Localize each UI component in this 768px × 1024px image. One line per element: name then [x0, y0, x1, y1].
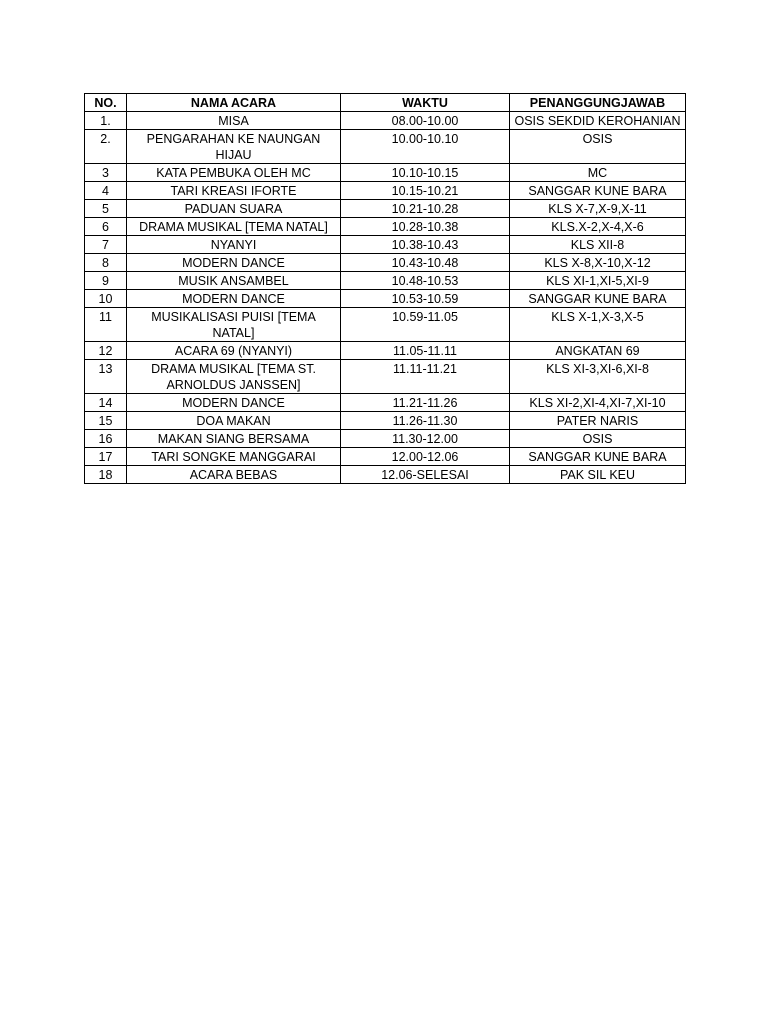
cell-penanggungjawab: OSIS — [510, 430, 686, 448]
cell-penanggungjawab: KLS X-1,X-3,X-5 — [510, 308, 686, 342]
cell-penanggungjawab: KLS.X-2,X-4,X-6 — [510, 218, 686, 236]
cell-penanggungjawab: KLS XI-3,XI-6,XI-8 — [510, 360, 686, 394]
cell-waktu: 11.11-11.21 — [341, 360, 510, 394]
table-header-row — [85, 94, 686, 112]
cell-no: 3 — [85, 164, 127, 182]
cell-nama-acara: DRAMA MUSIKAL [TEMA ST. ARNOLDUS JANSSEN] — [127, 360, 341, 394]
cell-penanggungjawab: SANGGAR KUNE BARA — [510, 448, 686, 466]
header-no: NO. — [85, 94, 127, 112]
table-row — [85, 466, 686, 484]
cell-no: 18 — [85, 466, 127, 484]
cell-nama-acara: MAKAN SIANG BERSAMA — [127, 430, 341, 448]
cell-no: 13 — [85, 360, 127, 394]
cell-nama-acara: MODERN DANCE — [127, 394, 341, 412]
cell-penanggungjawab: PATER NARIS — [510, 412, 686, 430]
cell-nama-acara: DOA MAKAN — [127, 412, 341, 430]
cell-waktu: 10.38-10.43 — [341, 236, 510, 254]
cell-penanggungjawab: ANGKATAN 69 — [510, 342, 686, 360]
cell-nama-acara: MUSIKALISASI PUISI [TEMA NATAL] — [127, 308, 341, 342]
cell-penanggungjawab: KLS XII-8 — [510, 236, 686, 254]
table-row — [85, 360, 686, 394]
cell-no: 16 — [85, 430, 127, 448]
table-body — [85, 112, 686, 484]
cell-waktu: 11.30-12.00 — [341, 430, 510, 448]
cell-nama-acara: TARI KREASI IFORTE — [127, 182, 341, 200]
table-row — [85, 218, 686, 236]
cell-no: 4 — [85, 182, 127, 200]
cell-nama-acara: TARI SONGKE MANGGARAI — [127, 448, 341, 466]
schedule-table — [84, 93, 686, 484]
cell-nama-acara: PADUAN SUARA — [127, 200, 341, 218]
cell-no: 1. — [85, 112, 127, 130]
cell-penanggungjawab: MC — [510, 164, 686, 182]
cell-waktu: 10.15-10.21 — [341, 182, 510, 200]
cell-waktu: 10.28-10.38 — [341, 218, 510, 236]
cell-nama-acara: ACARA BEBAS — [127, 466, 341, 484]
header-penanggungjawab: PENANGGUNGJAWAB — [510, 94, 686, 112]
table-row — [85, 290, 686, 308]
cell-nama-acara: NYANYI — [127, 236, 341, 254]
cell-nama-acara: DRAMA MUSIKAL [TEMA NATAL] — [127, 218, 341, 236]
cell-no: 6 — [85, 218, 127, 236]
cell-waktu: 10.59-11.05 — [341, 308, 510, 342]
cell-waktu: 08.00-10.00 — [341, 112, 510, 130]
table-row — [85, 448, 686, 466]
cell-waktu: 12.00-12.06 — [341, 448, 510, 466]
cell-no: 11 — [85, 308, 127, 342]
table-row — [85, 394, 686, 412]
cell-waktu: 10.21-10.28 — [341, 200, 510, 218]
cell-no: 9 — [85, 272, 127, 290]
table-row — [85, 236, 686, 254]
cell-waktu: 10.00-10.10 — [341, 130, 510, 164]
cell-waktu: 10.43-10.48 — [341, 254, 510, 272]
cell-penanggungjawab: KLS X-8,X-10,X-12 — [510, 254, 686, 272]
cell-penanggungjawab: SANGGAR KUNE BARA — [510, 182, 686, 200]
table-row — [85, 272, 686, 290]
cell-penanggungjawab: KLS XI-2,XI-4,XI-7,XI-10 — [510, 394, 686, 412]
cell-no: 15 — [85, 412, 127, 430]
cell-penanggungjawab: KLS XI-1,XI-5,XI-9 — [510, 272, 686, 290]
cell-no: 8 — [85, 254, 127, 272]
cell-penanggungjawab: PAK SIL KEU — [510, 466, 686, 484]
header-waktu: WAKTU — [341, 94, 510, 112]
table-row — [85, 430, 686, 448]
cell-waktu: 11.21-11.26 — [341, 394, 510, 412]
table-row — [85, 130, 686, 164]
cell-no: 10 — [85, 290, 127, 308]
cell-waktu: 11.26-11.30 — [341, 412, 510, 430]
cell-nama-acara: MISA — [127, 112, 341, 130]
cell-waktu: 10.48-10.53 — [341, 272, 510, 290]
cell-no: 5 — [85, 200, 127, 218]
table-row — [85, 308, 686, 342]
cell-nama-acara: KATA PEMBUKA OLEH MC — [127, 164, 341, 182]
cell-nama-acara: MUSIK ANSAMBEL — [127, 272, 341, 290]
cell-no: 7 — [85, 236, 127, 254]
cell-no: 2. — [85, 130, 127, 164]
cell-penanggungjawab: SANGGAR KUNE BARA — [510, 290, 686, 308]
table-row — [85, 254, 686, 272]
cell-no: 14 — [85, 394, 127, 412]
header-nama-acara: NAMA ACARA — [127, 94, 341, 112]
table-row — [85, 412, 686, 430]
table-row — [85, 164, 686, 182]
cell-nama-acara: ACARA 69 (NYANYI) — [127, 342, 341, 360]
cell-waktu: 10.10-10.15 — [341, 164, 510, 182]
table-row — [85, 342, 686, 360]
cell-waktu: 11.05-11.11 — [341, 342, 510, 360]
cell-no: 17 — [85, 448, 127, 466]
cell-waktu: 12.06-SELESAI — [341, 466, 510, 484]
cell-penanggungjawab: OSIS — [510, 130, 686, 164]
cell-no: 12 — [85, 342, 127, 360]
cell-nama-acara: MODERN DANCE — [127, 254, 341, 272]
cell-nama-acara: PENGARAHAN KE NAUNGAN HIJAU — [127, 130, 341, 164]
table-row — [85, 200, 686, 218]
cell-penanggungjawab: KLS X-7,X-9,X-11 — [510, 200, 686, 218]
table-row — [85, 112, 686, 130]
cell-waktu: 10.53-10.59 — [341, 290, 510, 308]
table-row — [85, 182, 686, 200]
cell-penanggungjawab: OSIS SEKDID KEROHANIAN — [510, 112, 686, 130]
cell-nama-acara: MODERN DANCE — [127, 290, 341, 308]
